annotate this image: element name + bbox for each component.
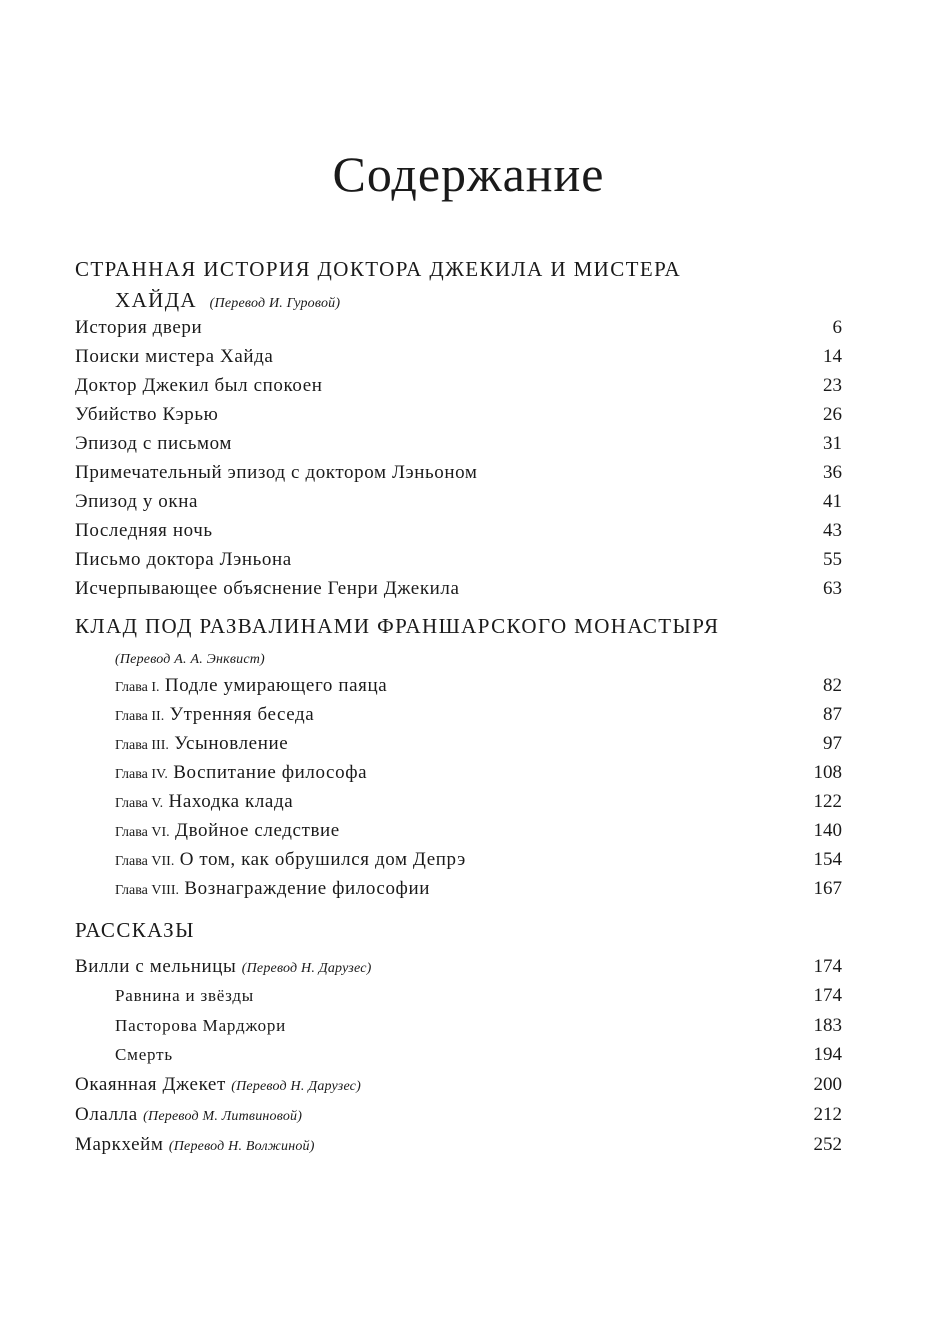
toc-entry[interactable] bbox=[75, 487, 842, 516]
toc-entry-page: 108 bbox=[813, 762, 842, 783]
toc-entry[interactable] bbox=[75, 342, 842, 371]
toc-entry[interactable] bbox=[75, 516, 842, 545]
toc-chapter-label bbox=[115, 787, 293, 818]
toc-chapter-label bbox=[115, 729, 288, 760]
toc-subentry[interactable] bbox=[115, 1011, 842, 1040]
toc-entry-title: Доктор Джекил был спокоен bbox=[75, 375, 323, 396]
toc-entry-title: История двери bbox=[75, 317, 203, 338]
toc-entry-page: 6 bbox=[832, 317, 842, 338]
toc-entry-title: Смерть bbox=[115, 1045, 173, 1064]
toc-entry-page: 154 bbox=[813, 849, 842, 870]
toc-entry-page: 194 bbox=[813, 1044, 842, 1065]
toc-entry[interactable] bbox=[75, 952, 842, 981]
toc-entry-page: 63 bbox=[823, 578, 842, 599]
chapter-prefix: Глава VI. bbox=[115, 825, 170, 840]
toc-entry-page: 36 bbox=[823, 462, 842, 483]
section-heading-franchard: КЛАД ПОД РАЗВАЛИНАМИ ФРАНШАРСКОГО МОНАСТЫРЯ bbox=[75, 614, 720, 638]
toc-entry[interactable] bbox=[75, 458, 842, 487]
section-heading-jekyll-line2: ХАЙДА bbox=[115, 288, 197, 312]
toc-entry-page: 82 bbox=[823, 675, 842, 696]
chapter-prefix: Глава V. bbox=[115, 796, 164, 811]
toc-chapter-label bbox=[115, 845, 466, 876]
chapter-prefix: Глава I. bbox=[115, 680, 160, 695]
toc-chapter[interactable] bbox=[115, 671, 842, 700]
toc-chapter-label bbox=[115, 816, 340, 847]
chapter-title: О том, как обрушился дом Депрэ bbox=[179, 849, 466, 870]
toc-entry[interactable] bbox=[75, 371, 842, 400]
toc-entry-title: Равнина и звёзды bbox=[115, 986, 255, 1005]
translator-note: (Перевод Н. Волжиной) bbox=[168, 1139, 315, 1154]
translator-note: (Перевод Н. Дарузес) bbox=[231, 1079, 361, 1094]
toc-subentry[interactable] bbox=[115, 981, 842, 1010]
toc-entry-title: Пасторова Марджори bbox=[115, 1016, 287, 1035]
toc-entry[interactable] bbox=[75, 313, 842, 342]
toc-entry-page: 174 bbox=[813, 985, 842, 1006]
toc-entry-title: Окаянная Джекет bbox=[75, 1074, 226, 1095]
toc-entry[interactable] bbox=[75, 545, 842, 574]
toc-entry-title: Убийство Кэрью bbox=[75, 404, 219, 425]
toc-chapter-label bbox=[115, 874, 430, 905]
toc-chapter[interactable] bbox=[115, 787, 842, 816]
toc-entry-page: 200 bbox=[813, 1074, 842, 1095]
toc-entry-label bbox=[75, 952, 371, 983]
toc-entry-title: Исчерпывающее объяснение Генри Джекила bbox=[75, 578, 460, 599]
toc-entry-page: 174 bbox=[813, 956, 842, 977]
toc-entry[interactable] bbox=[75, 1070, 842, 1099]
toc-entry-page: 43 bbox=[823, 520, 842, 541]
page-title: Содержание bbox=[332, 146, 605, 202]
toc-entry-title: Маркхейм bbox=[75, 1134, 164, 1155]
toc-entry-page: 212 bbox=[813, 1104, 842, 1125]
toc-entry[interactable] bbox=[75, 1130, 842, 1159]
chapter-title: Утренняя беседа bbox=[169, 704, 315, 725]
translator-note: (Перевод М. Литвиновой) bbox=[143, 1109, 303, 1124]
chapter-title: Подле умирающего паяца bbox=[164, 675, 388, 696]
toc-chapter-label bbox=[115, 671, 387, 702]
toc-chapter[interactable] bbox=[115, 758, 842, 787]
translator-note: (Перевод И. Гуровой) bbox=[209, 296, 341, 311]
toc-entry-page: 23 bbox=[823, 375, 842, 396]
toc-entry-label bbox=[75, 1070, 361, 1101]
chapter-title: Воспитание философа bbox=[173, 762, 368, 783]
toc-entry-title: Последняя ночь bbox=[75, 520, 213, 541]
toc-subentry[interactable] bbox=[115, 1040, 842, 1069]
toc-entry-title: Олалла bbox=[75, 1104, 138, 1125]
toc-chapter[interactable] bbox=[115, 874, 842, 903]
toc-entry-page: 140 bbox=[813, 820, 842, 841]
toc-entry[interactable] bbox=[75, 1100, 842, 1129]
toc-entry-page: 97 bbox=[823, 733, 842, 754]
toc-entry-label bbox=[75, 1130, 315, 1161]
toc-entry-page: 41 bbox=[823, 491, 842, 512]
toc-entry[interactable] bbox=[75, 429, 842, 458]
toc-entry-page: 14 bbox=[823, 346, 842, 367]
toc-entry-page: 167 bbox=[813, 878, 842, 899]
toc-entry[interactable] bbox=[75, 574, 842, 603]
toc-entry-title: Поиски мистера Хайда bbox=[75, 346, 274, 367]
toc-entry-page: 26 bbox=[823, 404, 842, 425]
section-heading-stories: РАССКАЗЫ bbox=[75, 918, 195, 942]
toc-entry-page: 183 bbox=[813, 1015, 842, 1036]
toc-entry-title: Эпизод с письмом bbox=[75, 433, 233, 454]
translator-note: (Перевод А. А. Энквист) bbox=[115, 652, 265, 667]
toc-entry-page: 87 bbox=[823, 704, 842, 725]
chapter-prefix: Глава VIII. bbox=[115, 883, 179, 898]
toc-entry-title: Примечательный эпизод с доктором Лэньоном bbox=[75, 462, 478, 483]
chapter-prefix: Глава II. bbox=[115, 709, 165, 724]
toc-entry-label bbox=[75, 1100, 302, 1131]
translator-note: (Перевод Н. Дарузес) bbox=[241, 961, 372, 976]
chapter-title: Усыновление bbox=[174, 733, 289, 754]
toc-chapter-label bbox=[115, 758, 367, 789]
toc-chapter-label bbox=[115, 700, 314, 731]
chapter-title: Двойное следствие bbox=[175, 820, 340, 841]
toc-entry-title: Письмо доктора Лэньона bbox=[75, 549, 292, 570]
toc-entry[interactable] bbox=[75, 400, 842, 429]
chapter-title: Вознаграждение философии bbox=[184, 878, 431, 899]
toc-entry-page: 31 bbox=[823, 433, 842, 454]
toc-entry-page: 252 bbox=[813, 1134, 842, 1155]
translator-note-row bbox=[115, 644, 265, 673]
toc-chapter[interactable] bbox=[115, 729, 842, 758]
chapter-prefix: Глава III. bbox=[115, 738, 169, 753]
toc-entry-page: 122 bbox=[813, 791, 842, 812]
toc-entry-title: Вилли с мельницы bbox=[75, 956, 237, 977]
toc-chapter[interactable] bbox=[115, 845, 842, 874]
toc-chapter[interactable] bbox=[115, 816, 842, 845]
toc-entry-title: Эпизод у окна bbox=[75, 491, 199, 512]
section-heading-jekyll: СТРАННАЯ ИСТОРИЯ ДОКТОРА ДЖЕКИЛА И МИСТЕРА bbox=[75, 257, 682, 281]
toc-chapter[interactable] bbox=[115, 700, 842, 729]
chapter-prefix: Глава IV. bbox=[115, 767, 168, 782]
chapter-prefix: Глава VII. bbox=[115, 854, 175, 869]
chapter-title: Находка клада bbox=[168, 791, 294, 812]
toc-entry-page: 55 bbox=[823, 549, 842, 570]
